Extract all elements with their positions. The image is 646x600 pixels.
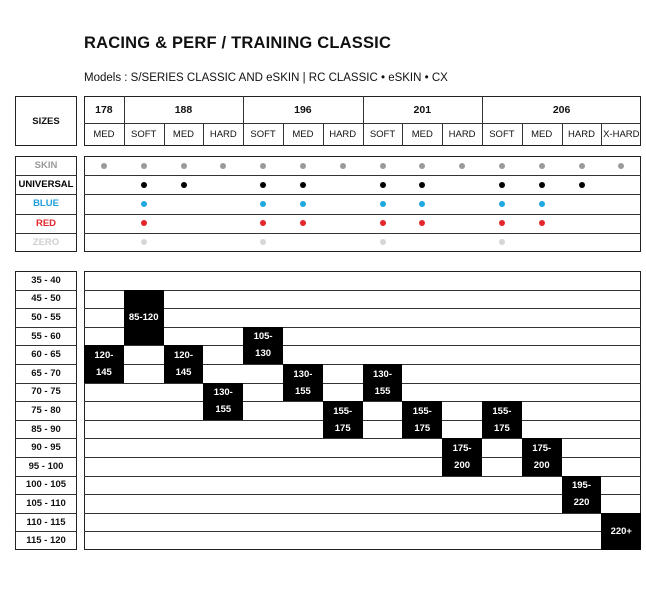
- size-201: 201: [413, 103, 432, 116]
- flex-soft: SOFT: [369, 129, 396, 140]
- bases-frame: [84, 156, 641, 252]
- flex-soft: SOFT: [250, 129, 276, 140]
- recommendation-value: 145: [95, 366, 112, 378]
- base-available-dot: [499, 182, 505, 188]
- recommendation-value: 120-: [94, 349, 114, 361]
- base-available-dot: [380, 163, 386, 169]
- weight-row-divider: [84, 327, 641, 328]
- weight-range-label: 65 - 70: [31, 367, 61, 379]
- flex-hard: HARD: [329, 129, 357, 140]
- base-available-dot: [380, 201, 386, 207]
- recommendation-block: [522, 438, 562, 475]
- flex-divider: [522, 123, 523, 146]
- recommendation-block: [323, 401, 363, 438]
- size-206: 206: [552, 103, 571, 116]
- base-label-skin: SKIN: [34, 160, 58, 172]
- recommendation-value: 200: [454, 459, 471, 471]
- base-row-divider: [84, 233, 641, 234]
- recommendation-value: 220: [573, 497, 590, 509]
- base-available-dot: [340, 163, 346, 169]
- flex-med: MED: [292, 129, 314, 140]
- base-available-dot: [300, 201, 306, 207]
- recommendation-value: 85-120: [128, 311, 159, 323]
- base-available-dot: [141, 220, 147, 226]
- flex-x-hard: X-HARD: [603, 129, 640, 140]
- recommendation-value: 175-: [532, 442, 552, 454]
- weight-range-label: 50 - 55: [31, 311, 61, 323]
- base-available-dot: [181, 182, 187, 188]
- recommendation-block: [402, 401, 442, 438]
- base-available-dot: [101, 163, 107, 169]
- base-available-dot: [141, 182, 147, 188]
- sizes-label: SIZES: [15, 96, 77, 146]
- models-subtitle: Models : S/SERIES CLASSIC AND eSKIN | RC CLASSIC • eSKIN • CX: [84, 72, 448, 84]
- flex-hard: HARD: [209, 129, 237, 140]
- base-available-dot: [579, 182, 585, 188]
- base-label-zero: ZERO: [32, 236, 60, 248]
- weight-range-label: 100 - 105: [25, 479, 67, 491]
- base-available-dot: [220, 163, 226, 169]
- base-available-dot: [300, 163, 306, 169]
- recommendation-block: [482, 401, 522, 438]
- recommendation-value: 130-: [293, 368, 313, 380]
- recommendation-value: 105-: [253, 331, 273, 343]
- flex-med: MED: [93, 129, 115, 140]
- size-178: 178: [95, 103, 113, 116]
- weight-row-divider: [84, 420, 641, 421]
- base-row-divider: [84, 214, 641, 215]
- base-available-dot: [499, 163, 505, 169]
- base-available-dot: [539, 220, 545, 226]
- base-available-dot: [260, 182, 266, 188]
- weight-range-label: 75 - 80: [31, 404, 61, 416]
- weight-row-divider: [84, 290, 641, 291]
- weight-range-label: 105 - 110: [26, 497, 66, 509]
- flex-med: MED: [172, 129, 195, 140]
- recommendation-value: 130-: [372, 368, 392, 380]
- base-available-dot: [380, 182, 386, 188]
- weight-range-label: 115 - 120: [26, 535, 66, 547]
- recommendation-value: 155-: [333, 405, 353, 417]
- base-available-dot: [539, 163, 545, 169]
- base-available-dot: [260, 163, 266, 169]
- recommendation-value: 175-: [452, 442, 472, 454]
- recommendation-block: [601, 513, 641, 550]
- flex-hard: HARD: [448, 129, 476, 140]
- base-row-divider: [84, 175, 641, 176]
- base-row-divider: [84, 194, 641, 195]
- recommendation-value: 155: [374, 385, 391, 397]
- base-label-red: RED: [35, 217, 57, 229]
- recommendation-block: [243, 327, 283, 364]
- weight-row-divider: [84, 494, 641, 495]
- base-available-dot: [499, 201, 505, 207]
- size-188: 188: [174, 103, 193, 116]
- flex-divider: [562, 123, 563, 146]
- base-available-dot: [459, 163, 465, 169]
- recommendation-block: [363, 364, 403, 401]
- weight-range-label: 70 - 75: [31, 386, 61, 398]
- flex-divider: [164, 123, 165, 146]
- flex-med: MED: [531, 129, 553, 140]
- flex-soft: SOFT: [131, 129, 157, 140]
- base-available-dot: [618, 163, 624, 169]
- flex-soft: SOFT: [489, 129, 515, 140]
- weight-range-label: 35 - 40: [31, 274, 61, 286]
- base-available-dot: [380, 220, 386, 226]
- recommendation-block: [84, 345, 124, 382]
- weight-range-label: 85 - 90: [31, 423, 61, 435]
- flex-divider: [283, 123, 284, 146]
- weight-range-label: 110 - 115: [26, 516, 66, 528]
- weight-row-divider: [84, 531, 641, 532]
- flex-divider: [601, 123, 602, 146]
- base-available-dot: [579, 163, 585, 169]
- weight-row-divider: [84, 476, 641, 477]
- recommendation-block: [124, 290, 164, 346]
- weights-frame: [84, 271, 641, 550]
- recommendation-value: 155-: [492, 405, 512, 417]
- weight-range-label: 95 - 100: [28, 460, 64, 472]
- flex-hard: HARD: [568, 129, 595, 140]
- base-available-dot: [539, 182, 545, 188]
- recommendation-block: [283, 364, 323, 401]
- base-available-dot: [539, 201, 545, 207]
- flex-divider: [203, 123, 204, 146]
- recommendation-value: 155: [294, 385, 311, 397]
- weight-row-divider: [84, 401, 641, 402]
- recommendation-block: [164, 345, 204, 382]
- flex-divider: [402, 123, 403, 146]
- recommendation-value: 130-: [213, 387, 233, 399]
- weight-row-divider: [84, 513, 641, 514]
- base-available-dot: [141, 201, 147, 207]
- weight-range-label: 55 - 60: [31, 330, 61, 342]
- recommendation-block: [562, 476, 602, 513]
- recommendation-block: [203, 383, 243, 420]
- recommendation-value: 145: [175, 366, 192, 378]
- recommendation-value: 195-: [571, 480, 591, 492]
- base-available-dot: [300, 182, 306, 188]
- recommendation-value: 155-: [412, 405, 432, 417]
- recommendation-value: 120-: [173, 349, 193, 361]
- recommendation-value: 155: [215, 404, 232, 416]
- weight-range-label: 60 - 65: [31, 349, 61, 361]
- recommendation-value: 175: [414, 422, 431, 434]
- base-available-dot: [181, 163, 187, 169]
- recommendation-value: 200: [533, 459, 550, 471]
- base-available-dot: [380, 239, 386, 245]
- weight-range-label: 90 - 95: [31, 442, 61, 454]
- size-196: 196: [294, 103, 312, 116]
- weight-range-label: 45 - 50: [31, 293, 61, 305]
- base-available-dot: [419, 163, 425, 169]
- recommendation-value: 175: [493, 422, 510, 434]
- recommendation-value: 175: [334, 422, 351, 434]
- flex-divider: [442, 123, 443, 146]
- base-label-universal: UNIVERSAL: [18, 179, 74, 191]
- recommendation-value: 220+: [610, 525, 632, 537]
- base-available-dot: [141, 163, 147, 169]
- recommendation-value: 130: [255, 348, 272, 360]
- weight-row-divider: [84, 308, 641, 309]
- recommendation-block: [442, 438, 482, 475]
- page-title: RACING & PERF / TRAINING CLASSIC: [84, 34, 392, 52]
- flex-med: MED: [411, 129, 433, 140]
- flex-divider: [323, 123, 324, 146]
- base-label-blue: BLUE: [33, 198, 59, 210]
